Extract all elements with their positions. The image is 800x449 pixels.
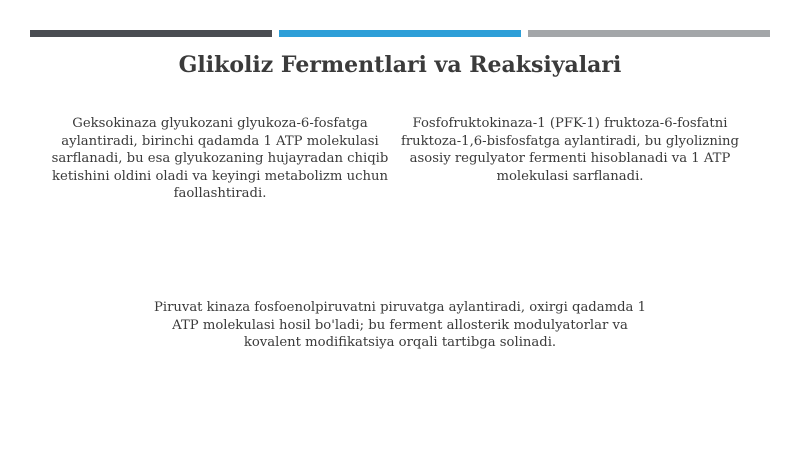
slide-title: Glikoliz Fermentlari va Reaksiyalari: [178, 52, 622, 78]
header-accent-bar-blue: [279, 30, 521, 37]
paragraph-pyruvate-kinase: Piruvat kinaza fosfoenolpiruvatni piruvatga aylantiradi, oxirgi qadamda 1 ATP molekulasi hosil bo'ladi; bu ferment allosterik modulyatorlar va kovalent modifikatsiya orqali tartibga solinadi.: [153, 300, 647, 350]
header-accent-bar-gray: [528, 30, 770, 37]
paragraph-pfk1: Fosfofruktokinaza-1 (PFK-1) fruktoza-6-fosfatni fruktoza-1,6-bisfosfatga aylantiradi, bu glyolizning asosiy regulyator fermenti hisoblanadi va 1 ATP molekulasi sarflanadi.: [401, 116, 739, 184]
paragraph-hexokinase: Geksokinaza glyukozani glyukoza-6-fosfatga aylantiradi, birinchi qadamda 1 ATP molekulasi sarflanadi, bu esa glyukozaning hujayradan chiqib ketishini oldini oladi va keyingi metabolizm uchun faollashtiradi.: [51, 116, 389, 201]
header-accent-bar-dark: [30, 30, 272, 37]
